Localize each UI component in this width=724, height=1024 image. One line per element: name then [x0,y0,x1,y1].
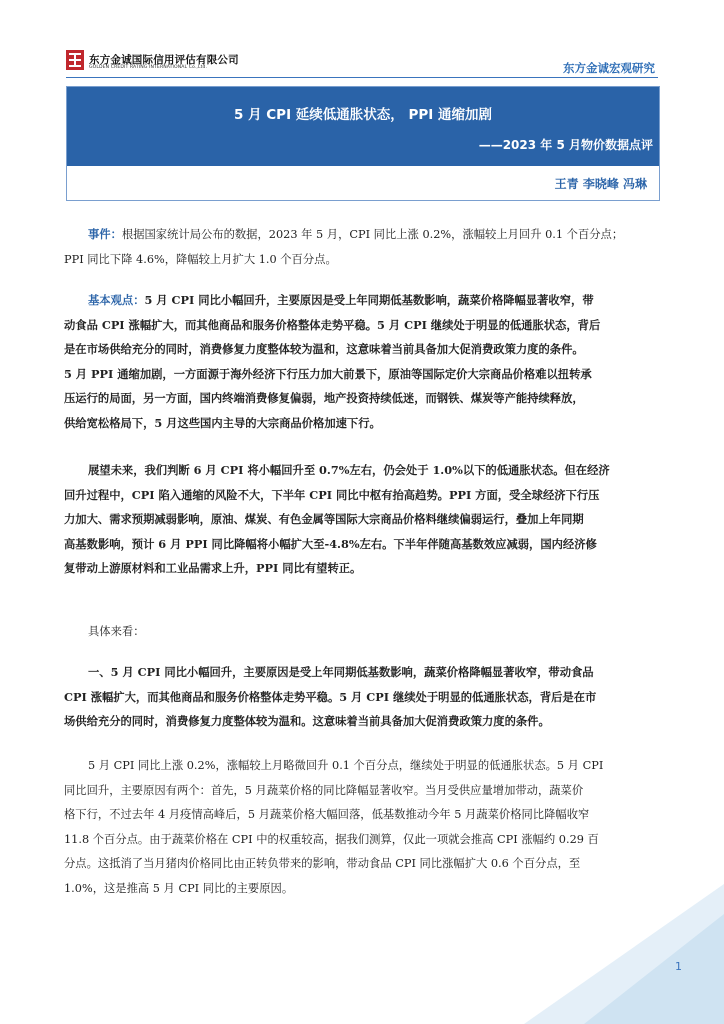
text-line: 根据国家统计局公布的数据，2023 年 5 月，CPI 同比上涨 0.2%，涨幅较上月回升 0.1 个百分点； [121,228,624,241]
text-line: 一、5 月 CPI 同比小幅回升，主要原因是受上年同期低基数影响，蔬菜价格降幅显著收窄，带动食品 [88,665,594,679]
header-research-label: 东方金诚宏观研究 [563,61,655,75]
text-line: 分点。这抵消了当月猪肉价格同比由正转负带来的影响，带动食品 CPI 同比涨幅扩大 0.6 个百分点，至 [64,857,581,871]
header-divider [66,77,658,78]
corner-decoration [524,884,724,1024]
text-line: 场供给充分的同时，消费修复力度整体较为温和。这意味着当前具备加大促消费政策力度的条件。 [64,714,550,729]
text-line: 5 月 CPI 同比上涨 0.2%，涨幅较上月略微回升 0.1 个百分点，继续处于明显的低通胀状态。5 月 CPI [88,759,604,772]
text-line: 复带动上游原材料和工业品需求上升，PPI 同比有望转正。 [64,561,362,576]
event-paragraph [64,222,662,272]
text-line: 5 月 PPI 通缩加剧，一方面源于海外经济下行压力加大前景下，原油等国际定价大宗商品价格难以扭转承 [64,366,592,381]
basic-view-paragraph [64,288,662,436]
section-1-heading [64,660,662,734]
text-line: 回升过程中，CPI 陷入通缩的风险不大，下半年 CPI 同比中枢有抬高趋势。PPI 方面，受全球经济下行压 [64,487,600,502]
body-paragraph-1 [64,754,662,902]
text-line: 力加大、需求预期减弱影响，原油、煤炭、有色金属等国际大宗商品价格料继续偏弱运行，叠加上年同期 [64,512,584,527]
page-number: 1 [675,960,682,973]
text-line: 1.0%，这是推高 5 月 CPI 同比的主要原因。 [64,881,294,895]
text-line: 展望未来，我们判断 6 月 CPI 将小幅回升至 0.7%左右，仍会处于 1.0%以下的低通胀状态。但在经济 [88,463,610,477]
text-line: 是在市场供给充分的同时，消费修复力度整体较为温和，这意味着当前具备加大促消费政策力度的条件。 [64,342,584,357]
text-line: 动食品 CPI 涨幅扩大，而其他商品和服务价格整体走势平稳。5 月 CPI 继续处于明显的低通胀状态，背后 [64,317,601,332]
title-banner [67,87,659,166]
text-line: CPI 涨幅扩大，而其他商品和服务价格整体走势平稳。5 月 CPI 继续处于明显的低通胀状态，背后是在市 [64,689,597,704]
report-title: 5 月 CPI 延续低通胀状态， PPI 通缩加剧 [233,107,493,123]
text-line: 5 月 CPI 同比小幅回升，主要原因是受上年同期低基数影响，蔬菜价格降幅显著收窄，带 [144,293,594,307]
outlook-paragraph [64,458,662,581]
text-line: 高基数影响，预计 6 月 PPI 同比降幅将小幅扩大至-4.8%左右。下半年伴随高基数效应减弱，国内经济修 [64,536,597,551]
company-logo-icon [66,50,84,70]
text-line: 压运行的局面，另一方面，国内终端消费修复偏弱，地产投资持续低迷，而钢铁、煤炭等产能持续释放， [64,391,584,406]
company-name-en: GOLDEN CREDIT RATING INTERNATIONAL Co.,Ltd. [89,65,208,70]
text-line: 11.8 个百分点。由于蔬菜价格在 CPI 中的权重较高，据我们测算，仅此一项就会推高 CPI 涨幅约 0.29 百 [64,832,599,846]
text-line: 同比回升，主要原因有两个：首先，5 月蔬菜价格的同比降幅显著收窄。当月受供应量增加带动，蔬菜价 [64,783,584,797]
event-label: 事件： [88,227,122,241]
report-authors: 王青 李晓峰 冯琳 [554,177,647,191]
specific-heading: 具体来看： [88,625,145,638]
basic-view-label: 基本观点： [88,293,145,307]
company-name-cn: 东方金诚国际信用评估有限公司 [89,54,239,66]
text-line: 格下行，不过去年 4 月疫情高峰后，5 月蔬菜价格大幅回落，低基数推动今年 5 月蔬菜价格同比降幅收窄 [64,808,590,822]
text-line: 供给宽松格局下，5 月这些国内主导的大宗商品价格加速下行。 [64,415,381,430]
report-subtitle: ——2023 年 5 月物价数据点评 [478,138,653,152]
title-box [66,86,660,201]
text-line: PPI 同比下降 4.6%，降幅较上月扩大 1.0 个百分点。 [64,252,337,266]
